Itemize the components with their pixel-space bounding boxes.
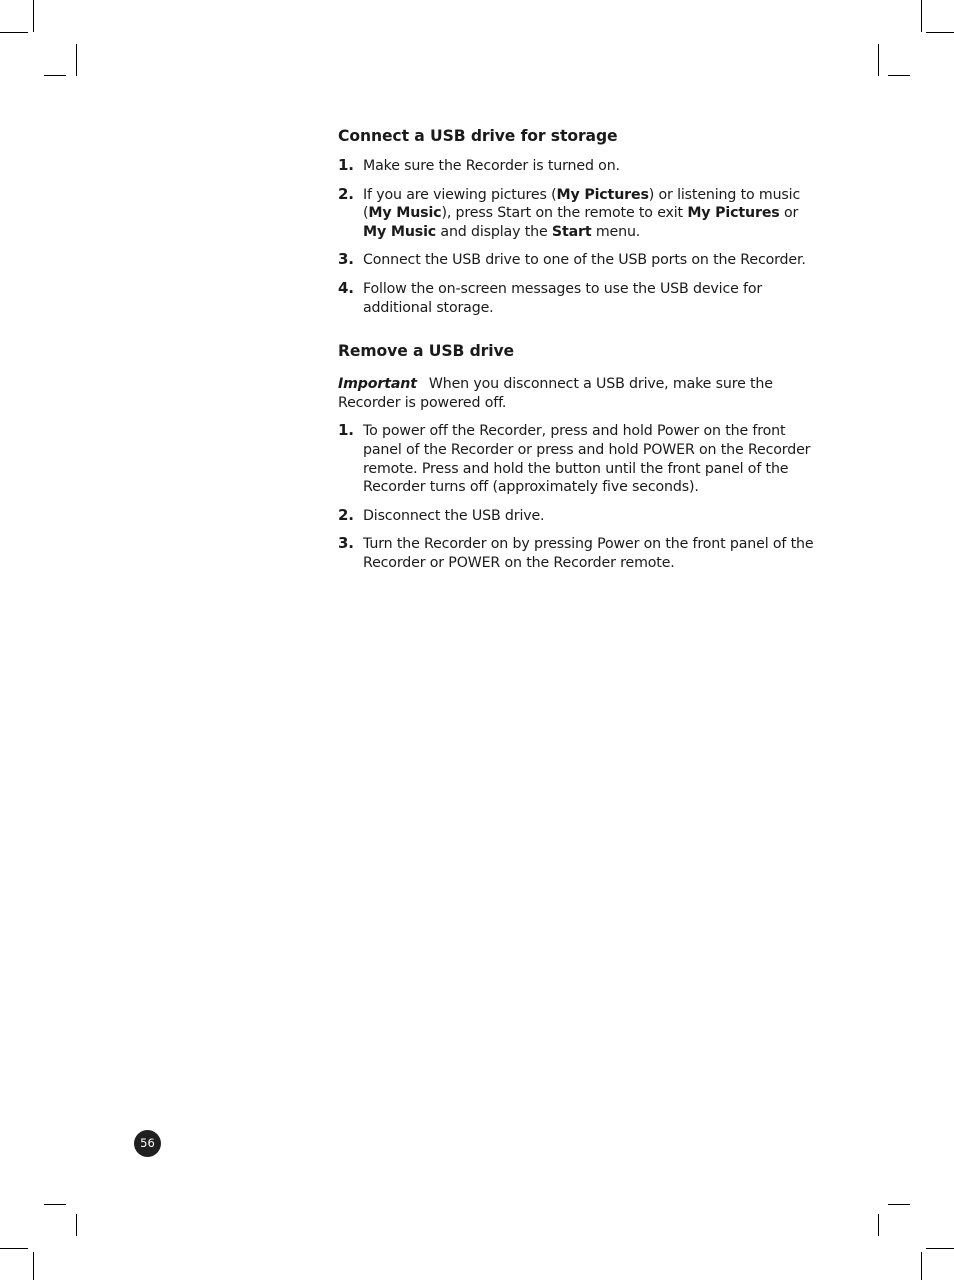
crop-mark xyxy=(878,44,879,76)
step-item xyxy=(338,157,824,176)
section-heading-remove: Remove a USB drive xyxy=(338,342,515,361)
step-item xyxy=(338,507,824,526)
step-item xyxy=(338,535,824,572)
step-text-bold: My Pictures xyxy=(687,205,780,222)
step-item xyxy=(338,186,824,242)
crop-mark xyxy=(0,1248,28,1249)
crop-mark xyxy=(878,1214,879,1236)
step-number: 1. xyxy=(338,421,354,440)
crop-mark xyxy=(33,1252,34,1280)
crop-mark xyxy=(0,32,28,33)
step-item xyxy=(338,251,824,270)
page-content xyxy=(338,126,824,583)
section-heading-connect: Connect a USB drive for storage xyxy=(338,127,618,145)
step-text-segment: If you are viewing pictures ( xyxy=(363,186,557,203)
step-text-bold: My Music xyxy=(368,205,442,222)
crop-mark xyxy=(921,1252,922,1280)
page-number-badge: 56 xyxy=(134,1130,161,1157)
step-text xyxy=(363,252,806,268)
important-note xyxy=(338,375,824,412)
crop-mark xyxy=(888,75,910,76)
step-number: 2. xyxy=(338,184,354,203)
connect-steps-list xyxy=(338,157,824,317)
step-text-segment: ) or listening to music ( xyxy=(363,186,801,222)
step-text xyxy=(363,508,544,524)
crop-mark xyxy=(926,32,954,33)
crop-mark xyxy=(921,0,922,32)
step-number: 1. xyxy=(338,156,354,174)
step-number: 3. xyxy=(338,250,354,269)
step-text-segment: To power off the Recorder, press and hold Power on the front panel of the Recorder or press and hold POWER on the Recorder remote. Press and hold the button until the front panel of the Recorder turns off (approximately five seconds). xyxy=(363,423,811,496)
step-text-segment: Turn the Recorder on by pressing Power on the front panel of the Recorder or POWER on the Recorder remote. xyxy=(363,536,814,571)
crop-mark xyxy=(888,1204,910,1205)
step-number: 4. xyxy=(338,278,354,297)
step-text-segment: Disconnect the USB drive. xyxy=(363,507,545,524)
step-text-segment: menu. xyxy=(591,223,641,240)
step-text-segment: or xyxy=(779,205,799,222)
step-text-segment: Make sure the Recorder is turned on. xyxy=(363,158,620,174)
step-number: 3. xyxy=(338,534,354,553)
step-text-bold: My Music xyxy=(363,223,437,240)
step-text-segment: ), press Start on the remote to exit xyxy=(441,205,688,222)
remove-steps-list xyxy=(338,422,824,572)
crop-mark xyxy=(44,75,66,76)
step-item xyxy=(338,422,824,496)
step-text xyxy=(363,187,800,240)
crop-mark xyxy=(33,0,34,32)
step-text xyxy=(363,536,813,571)
step-text xyxy=(363,158,620,174)
important-text: When you disconnect a USB drive, make sure the Recorder is powered off. xyxy=(338,376,773,411)
step-text-bold: My Pictures xyxy=(556,186,649,203)
crop-mark xyxy=(926,1248,954,1249)
step-text xyxy=(363,281,762,316)
crop-mark xyxy=(76,1214,77,1236)
important-label: Important xyxy=(338,376,417,393)
step-text-segment: Connect the USB drive to one of the USB ports on the Recorder. xyxy=(363,252,806,269)
step-text-segment: and display the xyxy=(436,223,552,240)
step-text-bold: Start xyxy=(551,223,592,240)
step-text-segment: Follow the on-screen messages to use the USB device for additional storage. xyxy=(363,280,763,316)
crop-mark xyxy=(44,1204,66,1205)
step-text xyxy=(363,423,810,495)
step-number: 2. xyxy=(338,505,354,524)
step-item xyxy=(338,280,824,317)
crop-mark xyxy=(76,44,77,76)
